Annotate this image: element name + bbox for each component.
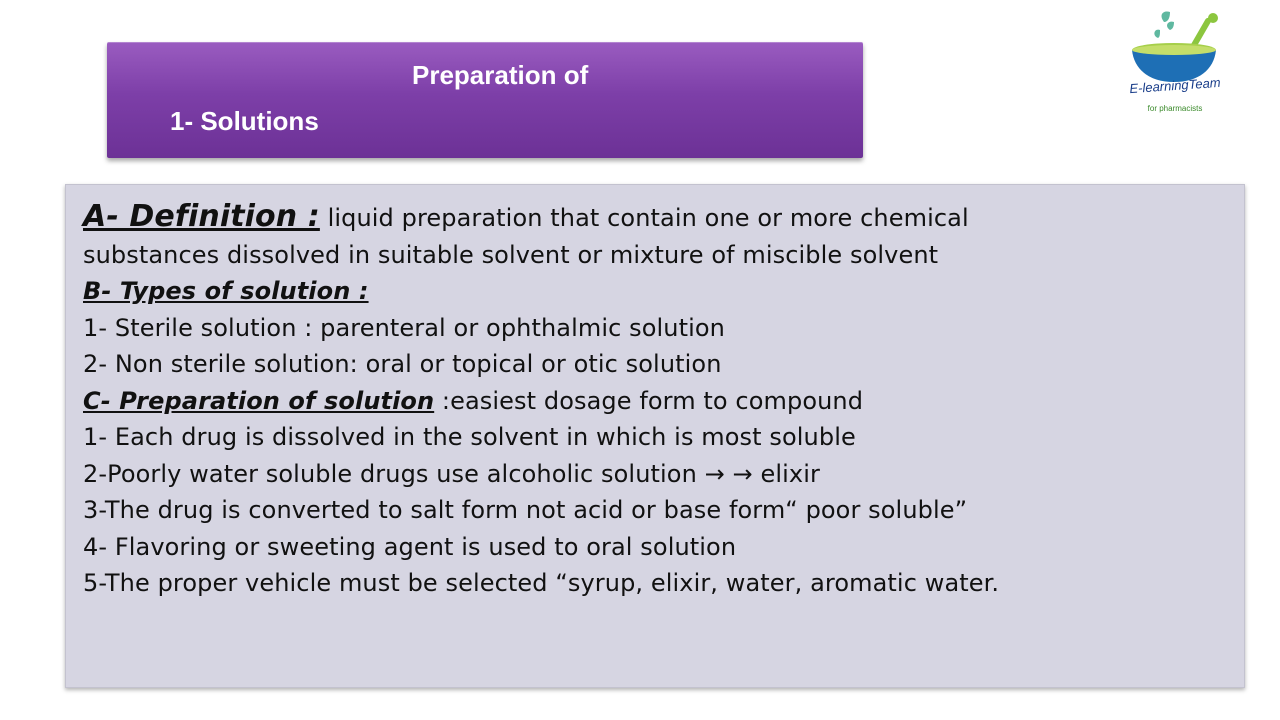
elearning-team-logo bbox=[1112, 8, 1238, 120]
definition-text: liquid preparation that contain one or more chemical bbox=[319, 204, 969, 232]
preparation-heading-suffix: :easiest dosage form to compound bbox=[434, 386, 864, 415]
logo-name: E-learningTeam bbox=[1128, 74, 1222, 97]
preparation-item: 2-Poorly water soluble drugs use alcoholic solution → → elixir bbox=[83, 459, 820, 488]
preparation-line bbox=[83, 383, 1233, 420]
type-item: 1- Sterile solution : parenteral or ophthalmic solution bbox=[83, 313, 725, 342]
preparation-item: 5-The proper vehicle must be selected “syrup, elixir, water, aromatic water. bbox=[83, 569, 1000, 597]
title-line-1: Preparation of bbox=[412, 60, 589, 90]
preparation-heading: C- Preparation of solution bbox=[83, 386, 435, 415]
logo-tagline: for pharmacists bbox=[1147, 104, 1203, 113]
definition-line-2: substances dissolved in suitable solvent or mixture of miscible solvent bbox=[83, 240, 939, 269]
preparation-item: 4- Flavoring or sweeting agent is used to oral solution bbox=[83, 532, 737, 561]
preparation-item: 1- Each drug is dissolved in the solvent in which is most soluble bbox=[83, 423, 856, 451]
type-item: 2- Non sterile solution: oral or topical or otic solution bbox=[83, 350, 722, 378]
definition-label: A- Definition : bbox=[83, 199, 320, 234]
content-box bbox=[65, 184, 1245, 688]
title-banner bbox=[107, 42, 863, 158]
types-heading: B- Types of solution : bbox=[83, 277, 369, 305]
definition-line bbox=[83, 199, 1233, 237]
preparation-item: 3-The drug is converted to salt form not acid or base form“ poor soluble” bbox=[83, 496, 968, 524]
title-line-2: 1- Solutions bbox=[170, 106, 319, 136]
content-text bbox=[83, 199, 1233, 602]
